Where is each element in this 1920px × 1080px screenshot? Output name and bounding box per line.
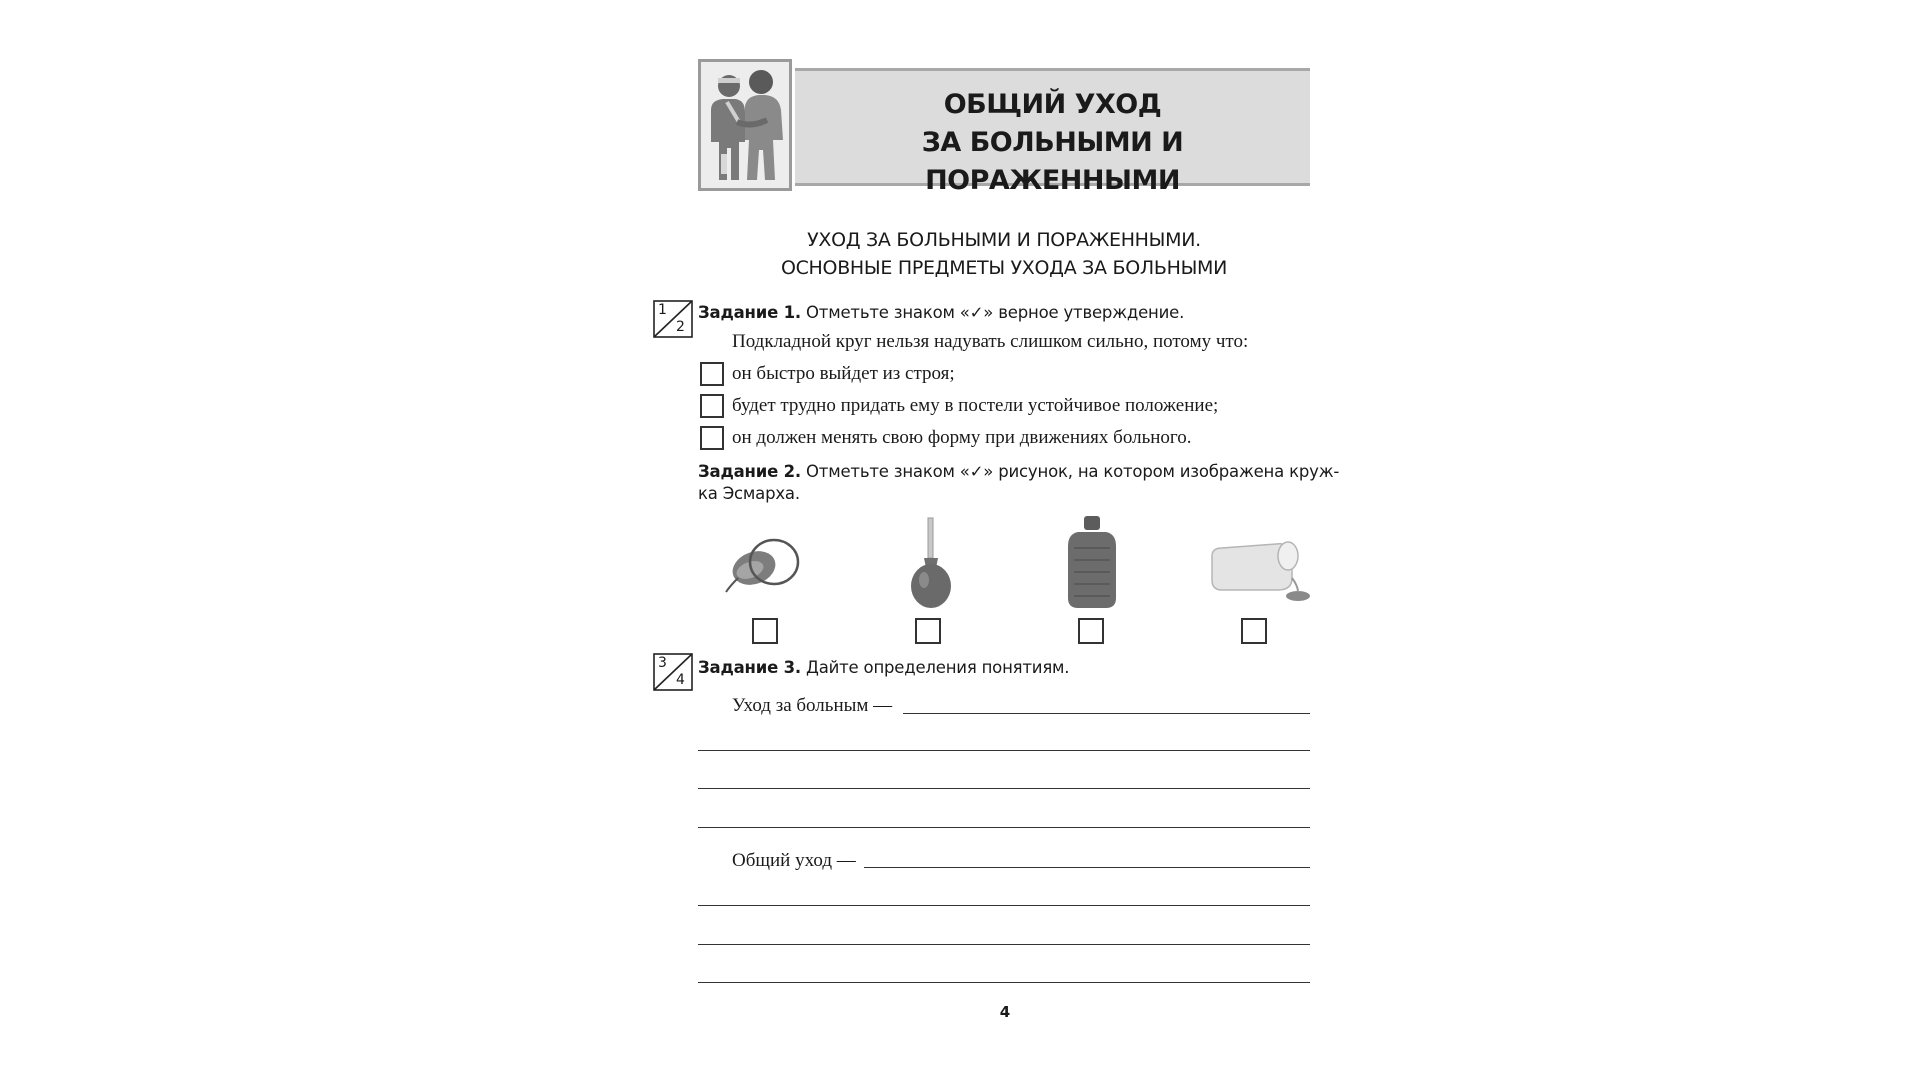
- answer-line[interactable]: [698, 944, 1310, 945]
- answer-line[interactable]: [698, 982, 1310, 983]
- task2-instruction: [698, 461, 1339, 505]
- task1-option3-text: он должен менять свою форму при движениях больного.: [732, 427, 1192, 448]
- task1-option1-text: он быстро выйдет из строя;: [732, 363, 955, 384]
- esmarch-mug-icon: [718, 528, 808, 603]
- task1-difficulty-badge: [653, 300, 693, 338]
- task1-option2-text: будет трудно придать ему в постели устойчивое положение;: [732, 395, 1219, 416]
- task1-option3-checkbox[interactable]: [700, 426, 724, 450]
- urinal-icon: [1206, 534, 1318, 611]
- badge-number-b: 2: [676, 319, 685, 335]
- answer-line[interactable]: [698, 750, 1310, 751]
- task1-option2-checkbox[interactable]: [700, 394, 724, 418]
- patient-and-caregiver-icon: [698, 59, 792, 191]
- badge-number-a: 3: [658, 655, 667, 671]
- rubber-bulb-icon: [906, 516, 956, 615]
- term1-answer-line[interactable]: [903, 713, 1310, 714]
- task1-instruction: [698, 302, 1184, 324]
- task2-picture4-checkbox[interactable]: [1241, 618, 1267, 644]
- task2-picture1-checkbox[interactable]: [752, 618, 778, 644]
- subtitle-line-1: УХОД ЗА БОЛЬНЫМИ И ПОРАЖЕННЫМИ.: [807, 229, 1201, 251]
- task1-option1-checkbox[interactable]: [700, 362, 724, 386]
- task2-picture3-checkbox[interactable]: [1078, 618, 1104, 644]
- page-title: [795, 86, 1310, 200]
- task3-text: Дайте определения понятиям.: [806, 658, 1070, 677]
- task1-text: Отметьте знаком «✓» верное утверждение.: [806, 303, 1185, 322]
- task1-label: Задание 1.: [698, 303, 801, 322]
- task1-question: Подкладной круг нельзя надувать слишком сильно, потому что:: [732, 331, 1249, 352]
- hot-water-bottle-icon: [1064, 514, 1120, 615]
- answer-line[interactable]: [698, 827, 1310, 828]
- answer-line[interactable]: [698, 905, 1310, 906]
- term2-label: Общий уход —: [732, 850, 856, 871]
- task2-text-line2: ка Эсмарха.: [698, 484, 800, 503]
- badge-number-a: 1: [658, 302, 667, 318]
- title-line-2: ЗА БОЛЬНЫМИ И ПОРАЖЕННЫМИ: [921, 127, 1184, 196]
- task2-label: Задание 2.: [698, 462, 801, 481]
- page-number: 4: [999, 1003, 1011, 1021]
- answer-line[interactable]: [698, 788, 1310, 789]
- term2-answer-line[interactable]: [864, 867, 1310, 868]
- term1-label: Уход за больным —: [732, 695, 893, 716]
- task3-difficulty-badge: [653, 653, 693, 691]
- task3-instruction: [698, 657, 1069, 679]
- title-line-1: ОБЩИЙ УХОД: [943, 89, 1162, 120]
- badge-number-b: 4: [676, 672, 685, 688]
- task3-label: Задание 3.: [698, 658, 801, 677]
- task2-picture2-checkbox[interactable]: [915, 618, 941, 644]
- section-subtitle: [698, 226, 1310, 282]
- task2-text-line1: Отметьте знаком «✓» рисунок, на котором изображена круж-: [806, 462, 1340, 481]
- subtitle-line-2: ОСНОВНЫЕ ПРЕДМЕТЫ УХОДА ЗА БОЛЬНЫМИ: [780, 257, 1228, 279]
